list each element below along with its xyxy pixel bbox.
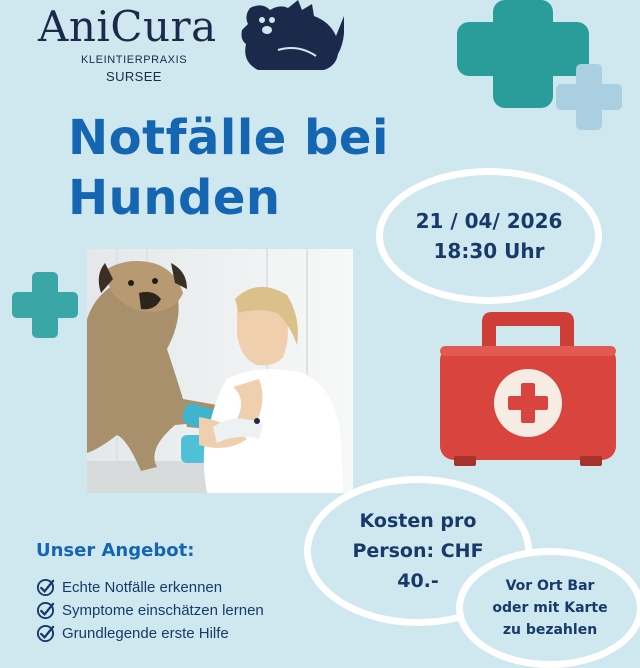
list-item [36,576,264,599]
vet-dog-photo [87,249,353,493]
offer-item-label: Symptome einschätzen lernen [62,602,264,619]
offer-item-label: Echte Notfälle erkennen [62,579,223,596]
brand-name: AniCura [38,2,217,51]
title-line: Notfälle bei [68,110,389,166]
event-date: 21 / 04/ 2026 [415,209,563,233]
offer-item-label: Grundlegende erste Hilfe [62,625,229,642]
payment-line: oder mit Karte [492,600,608,616]
cost-line: Person: CHF [352,540,484,562]
list-item [36,599,264,622]
title-line: Hunden [68,170,281,226]
check-circle-icon [36,624,55,643]
offer-heading: Unser Angebot: [36,540,195,561]
cost-line: Kosten pro [359,510,477,532]
brand-subtitle: KLEINTIERPRAXIS [81,54,188,66]
medical-cross-icon [12,272,78,338]
check-circle-icon [36,601,55,620]
brand-location: SURSEE [106,69,162,84]
event-time: 18:30 Uhr [433,239,545,263]
cost-amount: 40.- [397,570,439,592]
photo-illustration [87,249,353,493]
medical-cross-icon [556,64,622,130]
dog-cat-logo-icon [238,0,344,70]
check-circle-icon [36,578,55,597]
payment-line: Vor Ort Bar [505,578,595,594]
payment-bubble [456,548,640,668]
list-item [36,622,264,645]
date-bubble [376,168,602,304]
page-title [68,108,389,228]
first-aid-kit-icon [438,310,618,466]
offer-list [36,576,264,645]
payment-line: zu bezahlen [502,622,598,638]
